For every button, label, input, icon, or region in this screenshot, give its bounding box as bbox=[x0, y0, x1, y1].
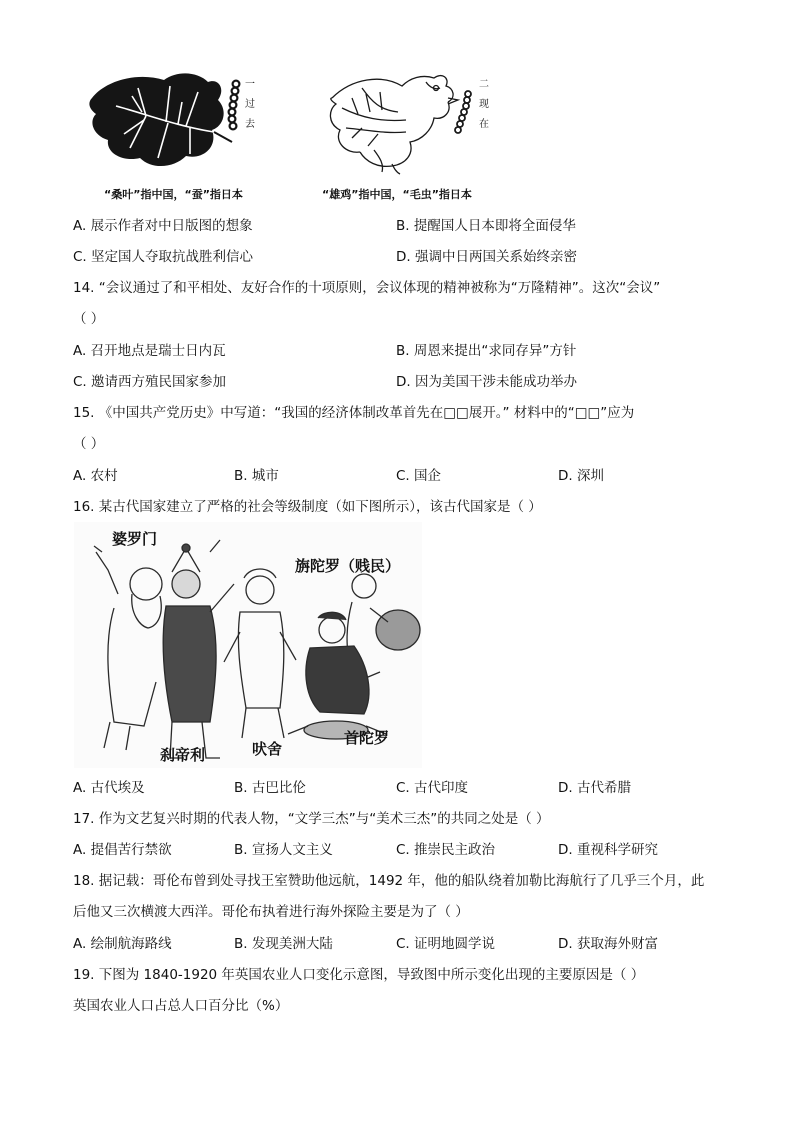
cartoon-left-vertical-3: 去 bbox=[245, 119, 255, 130]
q13-option-a[interactable]: A. 展示作者对中日版图的想象 bbox=[73, 218, 253, 234]
q17-option-b[interactable]: B. 宣扬人文主义 bbox=[234, 842, 333, 858]
mulberry-leaf-silkworm-illustration bbox=[86, 66, 246, 174]
q13-option-c[interactable]: C. 坚定国人夺取抗战胜利信心 bbox=[73, 249, 254, 265]
caste-label-brahmin: 婆罗门 bbox=[112, 530, 158, 548]
q18-option-d[interactable]: D. 获取海外财富 bbox=[558, 936, 658, 952]
q16-option-b[interactable]: B. 古巴比伦 bbox=[234, 780, 306, 796]
q15-option-a[interactable]: A. 农村 bbox=[73, 468, 118, 484]
q19-stem: 19. 下图为 1840-1920 年英国农业人口变化示意图，导致图中所示变化出现的主要原因是（ ） bbox=[73, 967, 645, 983]
q15-option-c[interactable]: C. 国企 bbox=[396, 468, 442, 484]
cartoon-left-vertical-1: 一 bbox=[245, 79, 255, 90]
q17-option-a[interactable]: A. 提倡苦行禁欲 bbox=[73, 842, 172, 858]
cartoon-left-vertical-2: 过 bbox=[245, 99, 255, 110]
q17-option-c[interactable]: C. 推崇民主政治 bbox=[396, 842, 496, 858]
q16-option-c[interactable]: C. 古代印度 bbox=[396, 780, 469, 796]
q14-option-b[interactable]: B. 周恩来提出“求同存异”方针 bbox=[396, 343, 577, 359]
cartoon-right-vertical-1: 二 bbox=[479, 79, 489, 90]
q19-chart-title: 英国农业人口占总人口百分比（%） bbox=[73, 998, 289, 1014]
q13-option-b[interactable]: B. 提醒国人日本即将全面侵华 bbox=[396, 218, 576, 234]
cartoon-right-caption: “雄鸡”指中国，“毛虫”指日本 bbox=[322, 188, 472, 201]
cartoon-left-caption: “桑叶”指中国，“蚕”指日本 bbox=[104, 188, 243, 201]
q14-option-c[interactable]: C. 邀请西方殖民国家参加 bbox=[73, 374, 227, 390]
q16-option-d[interactable]: D. 古代希腊 bbox=[558, 780, 631, 796]
caste-label-kshatriya: 刹帝利 bbox=[160, 746, 206, 764]
caste-label-shudra: 首陀罗 bbox=[344, 729, 390, 747]
caste-label-vaishya: 吠舍 bbox=[252, 740, 283, 758]
cartoon-right-vertical-3: 在 bbox=[479, 119, 489, 130]
q14-option-a[interactable]: A. 召开地点是瑞士日内瓦 bbox=[73, 343, 226, 359]
caste-illustration bbox=[74, 522, 422, 768]
q18-option-c[interactable]: C. 证明地圆学说 bbox=[396, 936, 496, 952]
rooster-caterpillar-illustration bbox=[322, 68, 482, 176]
q14-option-d[interactable]: D. 因为美国干涉未能成功举办 bbox=[396, 374, 577, 390]
cartoon-right-vertical-2: 现 bbox=[479, 99, 489, 110]
q14-stem: 14. “会议通过了和平相处、友好合作的十项原则，会议体现的精神被称为“万隆精神”。这次“会议” bbox=[73, 280, 661, 296]
q15-answer-blank: （ ） bbox=[73, 436, 105, 452]
q16-option-a[interactable]: A. 古代埃及 bbox=[73, 780, 145, 796]
caste-label-chandala: 旃陀罗（贱民） bbox=[295, 557, 401, 575]
q15-option-b[interactable]: B. 城市 bbox=[234, 468, 279, 484]
q18-option-a[interactable]: A. 绘制航海路线 bbox=[73, 936, 172, 952]
q18-stem-line2: 后他又三次横渡大西洋。哥伦布执着进行海外探险主要是为了（ ） bbox=[73, 904, 469, 920]
q18-option-b[interactable]: B. 发现美洲大陆 bbox=[234, 936, 333, 952]
q15-stem: 15. 《中国共产党历史》中写道：“我国的经济体制改革首先在□□展开。” 材料中的“□□”应为 bbox=[73, 405, 635, 421]
q13-option-d[interactable]: D. 强调中日两国关系始终亲密 bbox=[396, 249, 577, 265]
q16-stem: 16. 某古代国家建立了严格的社会等级制度（如下图所示），该古代国家是（ ） bbox=[73, 499, 542, 515]
q17-option-d[interactable]: D. 重视科学研究 bbox=[558, 842, 658, 858]
q14-answer-blank: （ ） bbox=[73, 311, 105, 327]
q18-stem-line1: 18. 据记载：哥伦布曾到处寻找王室赞助他远航，1492 年，他的船队绕着加勒比海航行了几乎三个月，此 bbox=[73, 873, 705, 889]
q15-option-d[interactable]: D. 深圳 bbox=[558, 468, 604, 484]
q17-stem: 17. 作为文艺复兴时期的代表人物，“文学三杰”与“美术三杰”的共同之处是（ ） bbox=[73, 811, 550, 827]
